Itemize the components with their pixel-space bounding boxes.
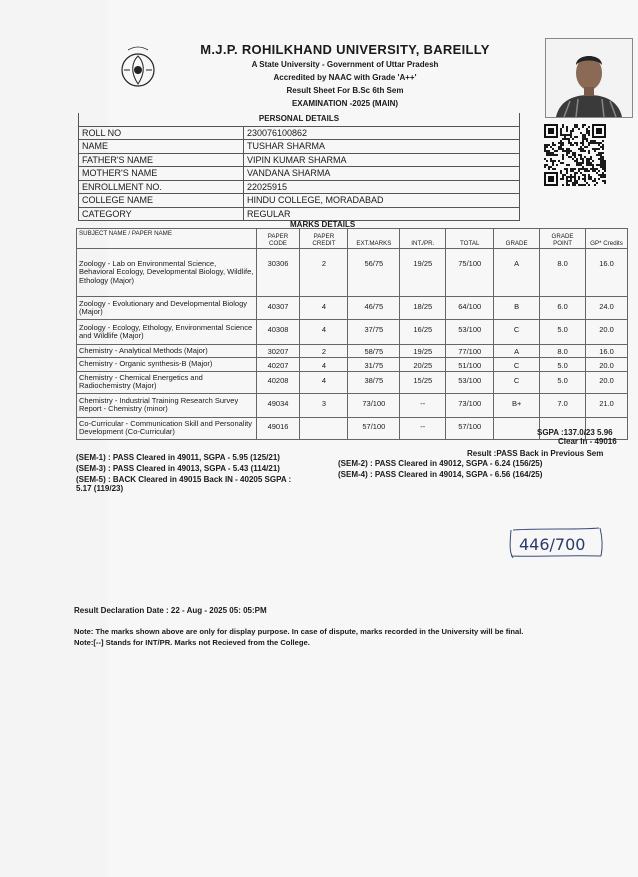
- ext-marks: 73/100: [348, 393, 400, 417]
- grade-point: 7.0: [540, 393, 586, 417]
- col-subject: SUBJECT NAME / PAPER NAME: [77, 229, 257, 249]
- col-gp-credits: GP* Credits: [586, 229, 628, 249]
- marks-row: [77, 249, 628, 297]
- ext-marks: 38/75: [348, 371, 400, 393]
- ext-marks: 37/75: [348, 320, 400, 345]
- paper-code: 40307: [256, 297, 300, 320]
- marks-row: [77, 371, 628, 393]
- handwritten-total-text: 446/700: [519, 535, 586, 554]
- int-marks: 15/25: [400, 371, 446, 393]
- marks-details-title: MARKS DETAILS: [290, 220, 356, 229]
- col-ext-marks: EXT.MARKS: [348, 229, 400, 249]
- personal-row-roll-no: ROLL NO 230076100862: [79, 126, 520, 140]
- handwritten-total: [507, 522, 607, 564]
- header-line-naac: Accredited by NAAC with Grade 'A++': [273, 73, 417, 82]
- grade-point: 5.0: [540, 320, 586, 345]
- col-paper-credit: PAPER CREDIT: [300, 229, 348, 249]
- result-status: Result :PASS Back in Previous Sem: [467, 449, 604, 458]
- paper-credit: [300, 417, 348, 439]
- paper-credit: 2: [300, 249, 348, 297]
- personal-details-table: [78, 113, 520, 221]
- total-marks: 73/100: [446, 393, 494, 417]
- col-int-pr: INT./PR.: [400, 229, 446, 249]
- header-line-result-sheet: Result Sheet For B.Sc 6th Sem: [286, 86, 404, 95]
- subject-name: Zoology - Ecology, Ethology, Environmental Science and Wildlife (Major): [77, 320, 257, 345]
- gp-credits: 21.0: [586, 393, 628, 417]
- university-title: M.J.P. ROHILKHAND UNIVERSITY, BAREILLY: [200, 42, 490, 57]
- subject-name: Chemistry - Chemical Energetics and Radiochemistry (Major): [77, 371, 257, 393]
- total-marks: 51/100: [446, 358, 494, 372]
- sem-3-result: (SEM-3) : PASS Cleared in 49013, SGPA - 5.43 (114/21): [76, 464, 280, 473]
- ext-marks: 46/75: [348, 297, 400, 320]
- total-marks: 75/100: [446, 249, 494, 297]
- grade-point: 8.0: [540, 345, 586, 358]
- int-marks: 16/25: [400, 320, 446, 345]
- gp-credits: 20.0: [586, 371, 628, 393]
- paper-code: 30306: [256, 249, 300, 297]
- sem-1-result: (SEM-1) : PASS Cleared in 49011, SGPA - 5.95 (125/21): [76, 453, 280, 462]
- ext-marks: 56/75: [348, 249, 400, 297]
- grade: B: [494, 297, 540, 320]
- personal-row-father-name: FATHER'S NAME VIPIN KUMAR SHARMA: [79, 153, 520, 167]
- marks-details-table: [76, 228, 628, 440]
- subject-name: Chemistry - Industrial Training Research Survey Report - Chemistry (minor): [77, 393, 257, 417]
- gp-credits: 24.0: [586, 297, 628, 320]
- paper-credit: 3: [300, 393, 348, 417]
- grade-point: 6.0: [540, 297, 586, 320]
- int-marks: --: [400, 393, 446, 417]
- total-marks: 64/100: [446, 297, 494, 320]
- grade-point: 5.0: [540, 358, 586, 372]
- personal-row-enrollment-no: ENROLLMENT NO. 22025915: [79, 180, 520, 194]
- subject-name: Chemistry - Organic synthesis-B (Major): [77, 358, 257, 372]
- paper-credit: 4: [300, 297, 348, 320]
- marks-row: [77, 297, 628, 320]
- grade: C: [494, 358, 540, 372]
- sem-5-result-sgpa: 5.17 (119/23): [76, 484, 124, 493]
- int-marks: 19/25: [400, 345, 446, 358]
- col-grade-point: GRADE POINT: [540, 229, 586, 249]
- personal-row-name: NAME TUSHAR SHARMA: [79, 140, 520, 154]
- marks-row: [77, 345, 628, 358]
- paper-code: 30207: [256, 345, 300, 358]
- personal-row-college-name: COLLEGE NAME HINDU COLLEGE, MORADABAD: [79, 194, 520, 208]
- grade-point: 8.0: [540, 249, 586, 297]
- total-marks: 57/100: [446, 417, 494, 439]
- col-grade: GRADE: [494, 229, 540, 249]
- int-marks: 20/25: [400, 358, 446, 372]
- grade-point: 5.0: [540, 371, 586, 393]
- int-marks: --: [400, 417, 446, 439]
- paper-code: 40208: [256, 371, 300, 393]
- ext-marks: 57/100: [348, 417, 400, 439]
- total-marks: 53/100: [446, 320, 494, 345]
- grade: A: [494, 345, 540, 358]
- int-marks: 18/25: [400, 297, 446, 320]
- subject-name: Zoology - Lab on Environmental Science, Behavioral Ecology, Developmental Biology, Wildlife, Ethology (Major): [77, 249, 257, 297]
- header-line-state: A State University - Government of Uttar Pradesh: [251, 60, 439, 69]
- col-paper-code: PAPER CODE: [256, 229, 300, 249]
- clear-in: Clear In - 49016: [558, 437, 617, 446]
- grade: B+: [494, 393, 540, 417]
- int-marks: 19/25: [400, 249, 446, 297]
- paper-credit: 2: [300, 345, 348, 358]
- marks-row: [77, 320, 628, 345]
- subject-name: Co-Curricular - Communication Skill and Personality Development (Co-Curricular): [77, 417, 257, 439]
- paper-credit: 4: [300, 320, 348, 345]
- paper-code: 40308: [256, 320, 300, 345]
- gp-credits: 16.0: [586, 345, 628, 358]
- header-line-examination: EXAMINATION -2025 (MAIN): [291, 99, 399, 108]
- qr-code: [544, 124, 606, 186]
- personal-row-mother-name: MOTHER'S NAME VANDANA SHARMA: [79, 167, 520, 181]
- paper-credit: 4: [300, 358, 348, 372]
- personal-row-category: CATEGORY REGULAR: [79, 207, 520, 221]
- grade: [494, 417, 540, 439]
- grade: C: [494, 320, 540, 345]
- sem-4-result: (SEM-4) : PASS Cleared in 49014, SGPA - 6.56 (164/25): [338, 470, 543, 479]
- paper-code: 40207: [256, 358, 300, 372]
- personal-details-title: PERSONAL DETAILS: [79, 113, 520, 126]
- marks-header-row: [77, 229, 628, 249]
- subject-name: Chemistry - Analytical Methods (Major): [77, 345, 257, 358]
- gp-credits: 20.0: [586, 320, 628, 345]
- ext-marks: 58/75: [348, 345, 400, 358]
- ext-marks: 31/75: [348, 358, 400, 372]
- note-int-pr: Note:[--] Stands for INT/PR. Marks not Recieved from the College.: [74, 638, 310, 647]
- subject-name: Zoology - Evolutionary and Developmental Biology (Major): [77, 297, 257, 320]
- gp-credits: 16.0: [586, 249, 628, 297]
- student-photo: [545, 38, 633, 118]
- paper-code: 49034: [256, 393, 300, 417]
- note-display-purpose: Note: The marks shown above are only for display purpose. In case of dispute, marks recorded in the University will be final.: [74, 627, 524, 636]
- sem-5-result: (SEM-5) : BACK Cleared in 49015 Back IN - 40205 SGPA :: [76, 475, 292, 484]
- sgpa-summary: SGPA :137.0/23 5.96: [537, 428, 613, 437]
- paper-credit: 4: [300, 371, 348, 393]
- total-marks: 77/100: [446, 345, 494, 358]
- grade: A: [494, 249, 540, 297]
- marks-row: [77, 393, 628, 417]
- total-marks: 53/100: [446, 371, 494, 393]
- marks-row: [77, 358, 628, 372]
- sem-2-result: (SEM-2) : PASS Cleared in 49012, SGPA - 6.24 (156/25): [338, 459, 543, 468]
- col-total: TOTAL: [446, 229, 494, 249]
- result-declaration-date: Result Declaration Date : 22 - Aug - 2025 05: 05:PM: [74, 606, 267, 615]
- paper-code: 49016: [256, 417, 300, 439]
- gp-credits: 20.0: [586, 358, 628, 372]
- grade: C: [494, 371, 540, 393]
